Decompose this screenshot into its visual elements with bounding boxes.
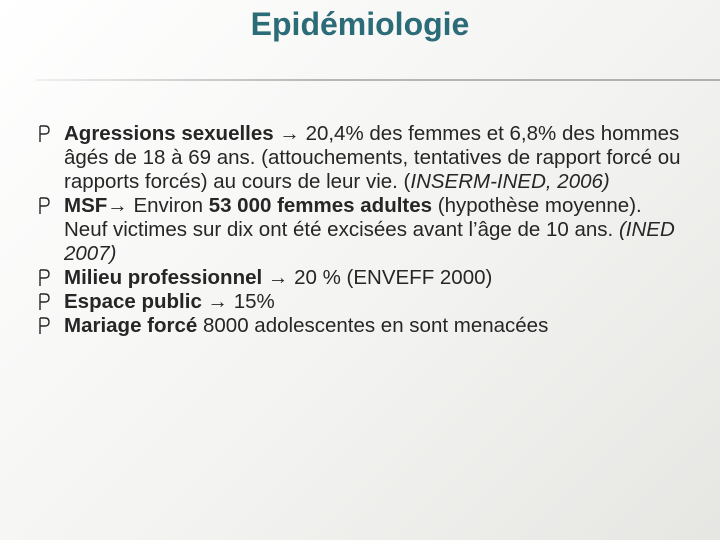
list-item bbox=[0, 290, 720, 314]
flag-p-icon bbox=[36, 266, 52, 290]
flag-p-icon bbox=[36, 290, 52, 314]
bullet-text: → 15% bbox=[201, 290, 275, 313]
flag-p-icon bbox=[36, 314, 52, 338]
bullet-source: (INED 2007) bbox=[64, 218, 675, 265]
bullet-label: Mariage forcé bbox=[64, 314, 198, 337]
bullet-text: → Environ bbox=[107, 194, 209, 217]
bullet-source: INSERM-INED, 2006) bbox=[410, 170, 610, 193]
slide-title: Epidémiologie bbox=[250, 6, 470, 42]
bullet-text: 8000 adolescentes en sont menacées bbox=[197, 314, 549, 337]
list-item bbox=[0, 194, 720, 266]
title-divider bbox=[36, 79, 720, 81]
bullet-text: (hypothèse moyenne). Neuf victimes sur dix ont été excisées avant l’âge de 10 ans. bbox=[64, 194, 642, 241]
bullet-text: → 20,4% des femmes et 6,8% des hommes âgés de 18 à 69 ans. (attouchements, tentatives de rapport forcé ou rapports forcés) au cours de leur vie. ( bbox=[64, 122, 681, 193]
list-item bbox=[0, 314, 720, 338]
flag-p-icon bbox=[36, 122, 52, 146]
list-item bbox=[0, 122, 720, 194]
bullet-list bbox=[0, 122, 720, 338]
list-item bbox=[0, 266, 720, 290]
bullet-label: Milieu professionnel bbox=[64, 266, 263, 289]
bullet-emphasis: 53 000 femmes adultes bbox=[208, 194, 433, 217]
bullet-label: Espace public bbox=[64, 290, 202, 313]
flag-p-icon bbox=[36, 194, 52, 218]
bullet-label: Agressions sexuelles bbox=[64, 122, 274, 145]
bullet-label: MSF bbox=[64, 194, 108, 217]
bullet-text: → 20 % (ENVEFF 2000) bbox=[262, 266, 493, 289]
